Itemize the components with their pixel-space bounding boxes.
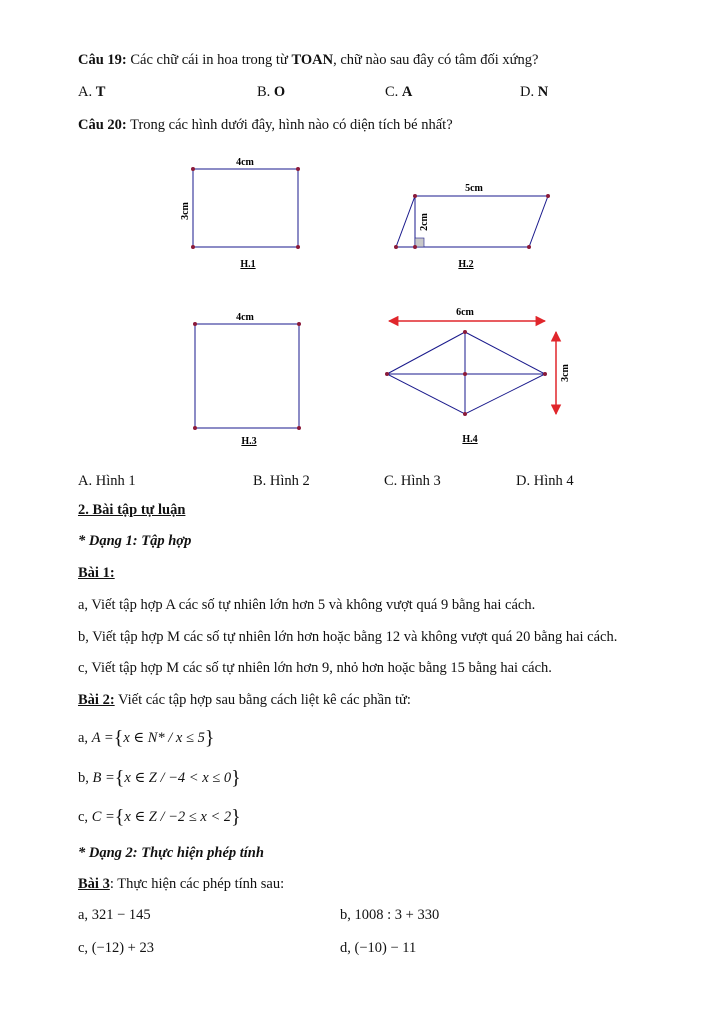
figure-h1	[180, 157, 300, 270]
q19-option-b: B. O	[257, 84, 286, 100]
q19-option-c: C. A	[385, 84, 413, 100]
h1-caption: H.1	[240, 259, 256, 270]
bai-3-item-c: c, (−12) + 23	[78, 940, 154, 956]
bai-3-text: : Thực hiện các phép tính sau:	[109, 876, 285, 892]
bai-3	[78, 876, 284, 893]
h2-height-label: 2cm	[419, 213, 430, 231]
q19-option-d: D. N	[520, 84, 549, 100]
question-19-label: Câu 19:	[78, 52, 127, 68]
h1-side-label: 3cm	[180, 202, 191, 220]
h4-width-label: 6cm	[456, 307, 474, 318]
square-shape	[195, 324, 299, 428]
question-20-text: Trong các hình dưới đây, hình nào có diện tích bé nhất?	[130, 117, 453, 133]
dang-2-heading: * Dạng 2: Thực hiện phép tính	[78, 845, 264, 861]
bai-2	[78, 692, 411, 709]
bai-1-item-b: b, Viết tập hợp M các số tự nhiên lớn hơn hoặc bằng 12 và không vượt quá 20 bằng hai cách.	[78, 629, 618, 645]
question-19-word: TOAN	[291, 52, 334, 68]
bai-3-item-a: a, 321 − 145	[78, 907, 151, 923]
figure-h3	[193, 312, 301, 447]
question-20-label: Câu 20:	[78, 117, 127, 133]
bai-2-item-c: c, C ={x ∈ Z / −2 ≤ x < 2}	[78, 806, 241, 828]
figures-area	[0, 0, 724, 470]
h1-top-label: 4cm	[236, 157, 254, 168]
bai-2-text: Viết các tập hợp sau bằng cách liệt kê các phần tử:	[114, 692, 411, 708]
h4-height-label: 3cm	[560, 364, 571, 382]
bai-3-item-d: d, (−10) − 11	[340, 940, 417, 956]
figure-h2	[394, 183, 550, 270]
h2-top-label: 5cm	[465, 183, 483, 194]
h3-top-label: 4cm	[236, 312, 254, 323]
figure-h4	[385, 307, 571, 445]
dang-1-heading: * Dạng 1: Tập hợp	[78, 533, 192, 549]
rectangle-shape	[193, 169, 298, 247]
section-2-title: 2. Bài tập tự luận	[78, 502, 186, 518]
h4-caption: H.4	[462, 434, 478, 445]
bai-2-item-b: b, B ={x ∈ Z / −4 < x ≤ 0}	[78, 767, 241, 789]
q20-answer-d: D. Hình 4	[516, 473, 574, 489]
q20-answer-b: B. Hình 2	[253, 473, 310, 489]
bai-1-item-c: c, Viết tập hợp M các số tự nhiên lớn hơn 9, nhỏ hơn hoặc bằng 15 bằng hai cách.	[78, 660, 552, 676]
bai-1-item-a: a, Viết tập hợp A các số tự nhiên lớn hơn 5 và không vượt quá 9 bằng hai cách.	[78, 597, 536, 613]
bai-3-label: Bài 3	[78, 876, 110, 892]
question-19-text: Các chữ cái in hoa trong từ	[130, 52, 288, 68]
bai-2-item-a: a, A ={x ∈ N* / x ≤ 5}	[78, 727, 215, 749]
bai-3-item-b: b, 1008 : 3 + 330	[340, 907, 440, 923]
h3-caption: H.3	[241, 436, 257, 447]
question-19-text-end: , chữ nào sau đây có tâm đối xứng?	[333, 52, 539, 68]
h2-caption: H.2	[458, 259, 474, 270]
q20-answer-a: A. Hình 1	[78, 473, 136, 489]
bai-1-label: Bài 1:	[78, 565, 115, 581]
q19-option-a: A. T	[78, 84, 106, 100]
q20-answer-c: C. Hình 3	[384, 473, 441, 489]
bai-2-label: Bài 2:	[78, 692, 115, 708]
